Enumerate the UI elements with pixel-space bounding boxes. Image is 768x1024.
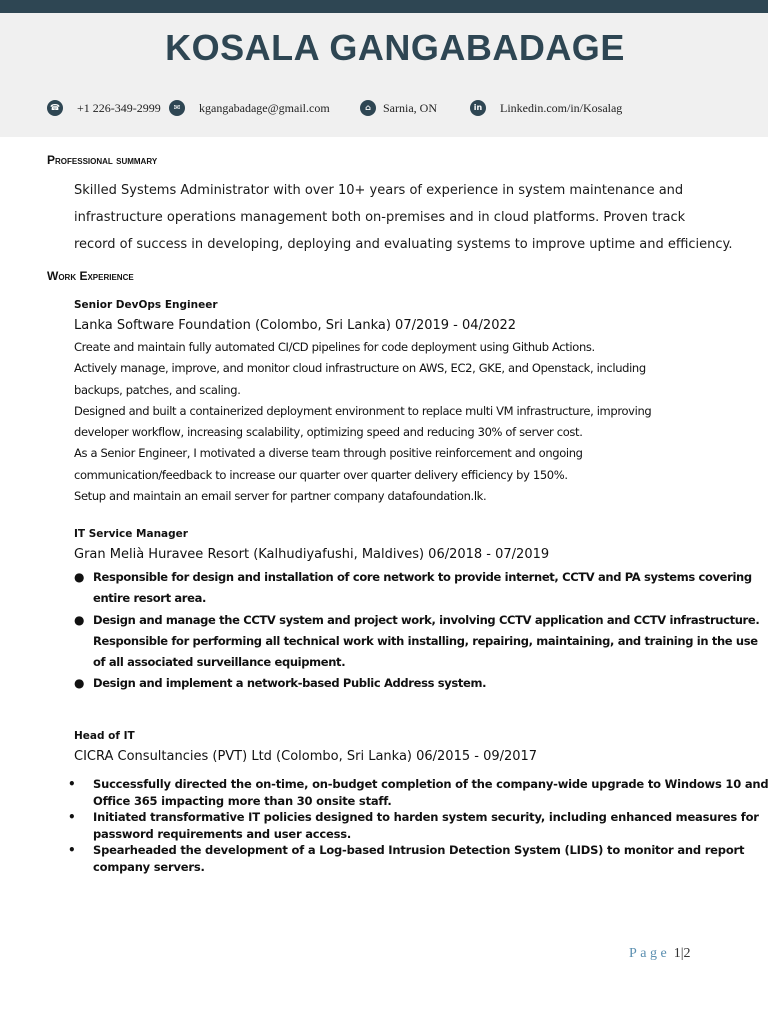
contact-linkedin bbox=[470, 98, 622, 118]
job-role: Head of IT bbox=[74, 730, 135, 742]
page-footer bbox=[629, 946, 691, 962]
contact-location bbox=[360, 98, 437, 118]
bullet-line: Design and manage the CCTV system and project work, involving CCTV application and CCTV infrastructure. bbox=[93, 612, 760, 627]
list-item bbox=[68, 842, 745, 875]
home-icon: ⌂ bbox=[360, 100, 376, 116]
bullet-line: password requirements and user access. bbox=[93, 826, 352, 841]
bullet-icon: • bbox=[68, 843, 76, 857]
bullet-line: Successfully directed the on-time, on-budget completion of the company-wide upgrade to Windows 10 and bbox=[93, 777, 768, 791]
bullet-icon: • bbox=[68, 810, 76, 824]
contact-email bbox=[169, 98, 330, 118]
job-line: Setup and maintain an email server for partner company datafoundation.lk. bbox=[74, 489, 487, 504]
list-item bbox=[74, 610, 760, 674]
candidate-name: KOSALA GANGABADAGE bbox=[165, 27, 625, 68]
bullet-line: Initiated transformative IT policies designed to harden system security, including enhanced measures for bbox=[93, 810, 759, 824]
bullet-line: Office 365 impacting more than 30 onsite staff. bbox=[93, 793, 392, 808]
list-item bbox=[68, 809, 759, 842]
job-line: communication/feedback to increase our quarter over quarter delivery efficiency by 150%. bbox=[74, 467, 568, 482]
job-bullet-list bbox=[74, 567, 760, 695]
job-company: Gran Melià Huravee Resort (Kalhudiyafushi, Maldives) 06/2018 - 07/2019 bbox=[74, 547, 550, 562]
page-label: Page bbox=[629, 946, 671, 961]
job-description bbox=[74, 337, 714, 507]
phone-text: +1 226-349-2999 bbox=[77, 100, 161, 115]
bullet-line: company servers. bbox=[93, 859, 205, 874]
bullet-line: Design and implement a network-based Public Address system. bbox=[93, 676, 487, 691]
section-title-experience: Work Experience bbox=[47, 269, 134, 283]
email-link[interactable]: kgangabadage@gmail.com bbox=[199, 100, 330, 115]
job-line: Create and maintain fully automated CI/CD pipelines for code deployment using Github Actions. bbox=[74, 340, 595, 354]
linkedin-link[interactable]: Linkedin.com/in/Kosalag bbox=[500, 100, 623, 115]
job-line: Actively manage, improve, and monitor cloud infrastructure on AWS, EC2, GKE, and Openstack, including bbox=[74, 361, 646, 376]
bullet-icon: ● bbox=[74, 612, 85, 627]
job-line: Designed and built a containerized deployment environment to replace multi VM infrastructure, improving bbox=[74, 403, 652, 418]
job-bullet-list bbox=[68, 776, 768, 875]
top-accent-bar bbox=[0, 0, 768, 13]
contact-phone bbox=[47, 98, 161, 118]
location-text: Sarnia, ON bbox=[383, 100, 437, 115]
phone-icon: ☎ bbox=[47, 100, 63, 116]
summary-line: Skilled Systems Administrator with over 10+ years of experience in system maintenance and bbox=[74, 183, 684, 198]
bullet-icon: ● bbox=[74, 676, 85, 691]
job-role: Senior DevOps Engineer bbox=[74, 299, 218, 311]
job-line: backups, patches, and scaling. bbox=[74, 382, 241, 397]
job-role: IT Service Manager bbox=[74, 528, 188, 540]
bullet-icon: • bbox=[68, 777, 76, 791]
job-company: CICRA Consultancies (PVT) Ltd (Colombo, Sri Lanka) 06/2015 - 09/2017 bbox=[74, 749, 538, 764]
email-icon: ✉ bbox=[169, 100, 185, 116]
page-number: 1|2 bbox=[673, 946, 691, 961]
list-item bbox=[74, 673, 724, 694]
job-line: As a Senior Engineer, I motivated a diverse team through positive reinforcement and ongoing bbox=[74, 446, 583, 461]
bullet-line: of all associated surveillance equipment. bbox=[93, 655, 346, 670]
bullet-line: Spearheaded the development of a Log-based Intrusion Detection System (LIDS) to monitor and report bbox=[93, 843, 745, 857]
bullet-line: Responsible for design and installation of core network to provide internet, CCTV and PA systems covering bbox=[93, 570, 752, 584]
summary-line: record of success in developing, deploying and evaluating systems to improve uptime and efficiency. bbox=[74, 237, 733, 252]
summary-text bbox=[74, 177, 733, 258]
list-item bbox=[68, 776, 768, 809]
linkedin-icon: in bbox=[470, 100, 486, 116]
bullet-icon: ● bbox=[74, 570, 85, 584]
bullet-line: entire resort area. bbox=[93, 591, 206, 606]
bullet-line: Responsible for performing all technical work with installing, repairing, maintaining, and training in the use bbox=[93, 633, 758, 648]
job-line: developer workflow, increasing scalability, optimizing speed and reducing 30% of server cost. bbox=[74, 425, 583, 440]
section-title-summary: Professional summary bbox=[47, 153, 158, 167]
summary-line: infrastructure operations management both on-premises and in cloud platforms. Proven track bbox=[74, 210, 686, 225]
job-company: Lanka Software Foundation (Colombo, Sri Lanka) 07/2019 - 04/2022 bbox=[74, 318, 517, 333]
list-item bbox=[74, 567, 752, 610]
